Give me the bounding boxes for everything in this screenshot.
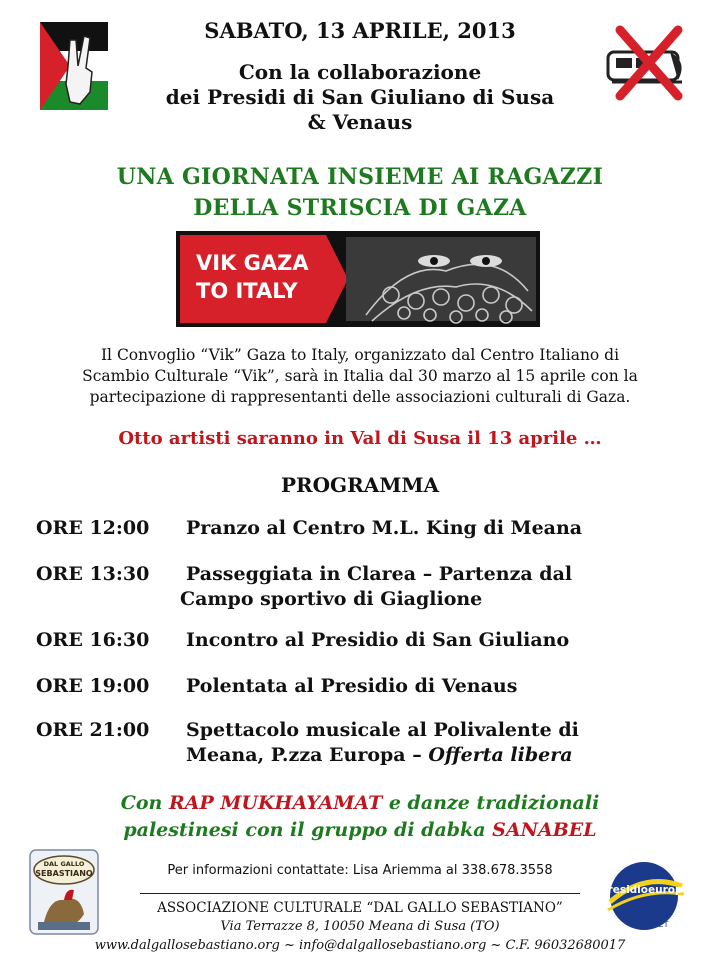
association-name: ASSOCIAZIONE CULTURALE “DAL GALLO SEBASTIANO” (157, 900, 563, 916)
collab-line: dei Presidi di San Giuliano di Susa (165, 85, 555, 109)
programme-row (36, 562, 696, 612)
presidioeuropa-text: presidioeuropa (600, 884, 690, 896)
intro-paragraph (30, 345, 690, 408)
closing-note (40, 790, 680, 844)
closing-text: e danze tradizionali (382, 792, 600, 814)
rap-group-name: RAP MUKHAYAMAT (168, 792, 383, 814)
headline-line: DELLA STRISCIA DI GAZA (193, 195, 527, 221)
footer-web-contacts[interactable]: www.dalgallosebastiano.org ~ info@dalgallosebastiano.org ~ C.F. 96032680017 (94, 938, 626, 953)
association-address: Via Terrazze 8, 10050 Meana di Susa (TO) (220, 919, 500, 934)
programme-activity: Polentata al Presidio di Venaus (186, 675, 518, 697)
programme-time: ORE 16:30 (36, 629, 150, 651)
headline-line: UNA GIORNATA INSIEME AI RAGAZZI (116, 164, 604, 190)
footer-divider (140, 893, 580, 894)
intro-line: Il Convoglio “Vik” Gaza to Italy, organizzato dal Centro Italiano di (100, 346, 620, 364)
gallo-logo-text: DAL GALLO (43, 860, 85, 868)
programme-activity: Spettacolo musicale al Polivalente di (186, 719, 579, 741)
programme-time: ORE 13:30 (36, 563, 150, 585)
programme-activity: Incontro al Presidio di San Giuliano (186, 629, 570, 651)
programme-time: ORE 19:00 (36, 675, 150, 697)
collab-line: & Venaus (307, 110, 413, 134)
banner-title-line: TO ITALY (196, 279, 298, 303)
collaboration-block (0, 60, 720, 135)
programme-row (36, 674, 696, 699)
free-offer-note: Offerta libera (428, 744, 573, 766)
headline (0, 162, 720, 224)
dabka-group-name: SANABEL (492, 819, 597, 841)
programme-row (36, 628, 696, 653)
presidioeuropa-logo (598, 858, 690, 934)
banner-title-line: VIK GAZA (196, 251, 309, 275)
programme-row (36, 516, 696, 541)
gallo-logo-name: SEBASTIANO (35, 869, 93, 878)
gallo-sebastiano-logo (28, 848, 100, 936)
artists-announcement: Otto artisti saranno in Val di Susa il 13 aprile … (118, 428, 602, 449)
programme-activity: Passeggiata in Clarea – Partenza dal (186, 563, 573, 585)
vik-gaza-banner (176, 231, 540, 327)
programme-title: PROGRAMMA (280, 473, 440, 497)
programme-time: ORE 21:00 (36, 719, 150, 741)
event-date: SABATO, 13 APRILE, 2013 (204, 18, 516, 43)
contact-info: Per informazioni contattate: Lisa Ariemma al 338.678.3558 (167, 863, 553, 878)
closing-text: palestinesi con il gruppo di dabka (123, 819, 493, 841)
intro-line: partecipazione di rappresentanti delle associazioni culturali di Gaza. (89, 388, 631, 406)
intro-line: Scambio Culturale “Vik”, sarà in Italia dal 30 marzo al 15 aprile con la (82, 367, 638, 385)
programme-time: ORE 12:00 (36, 517, 150, 539)
programme-activity-continued: Campo sportivo di Giaglione (180, 588, 483, 610)
programme-row (36, 718, 696, 768)
presidioeuropa-tld: .NET (650, 920, 669, 929)
collab-line: Con la collaborazione (238, 60, 482, 84)
programme-activity-continued: Meana, P.zza Europa – (186, 744, 429, 766)
programme-activity: Pranzo al Centro M.L. King di Meana (186, 517, 583, 539)
closing-text: Con (120, 792, 169, 814)
